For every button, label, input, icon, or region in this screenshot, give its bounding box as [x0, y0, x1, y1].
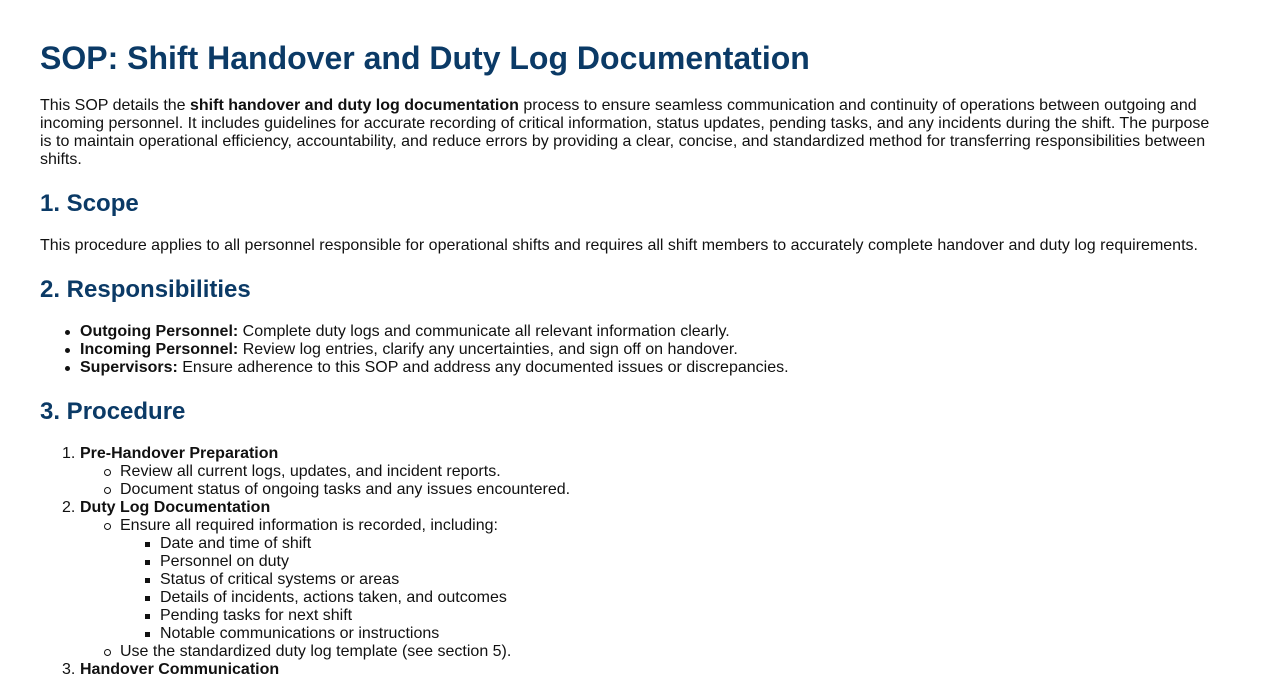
scope-heading: 1. Scope — [40, 190, 139, 217]
list-item: Details of incidents, actions taken, and outcomes — [40, 589, 570, 607]
step-title: Handover Communication — [80, 661, 280, 678]
list-item — [40, 323, 789, 341]
intro-text-rest: process to ensure seamless communication and continuity of operations between outgoing and — [518, 97, 1197, 114]
list-item: Personnel on duty — [40, 553, 570, 571]
list-item: Pending tasks for next shift — [40, 607, 570, 625]
list-item: Notable communications or instructions — [40, 625, 570, 643]
intro-line-2: incoming personnel. It includes guidelines for accurate recording of critical information, status updates, pending tasks, and any incidents during the shift. The purpose — [40, 115, 1210, 132]
intro-bold-phrase: shift handover and duty log documentation — [190, 97, 519, 114]
step-title: Pre-Handover Preparation — [80, 445, 279, 462]
procedure-step — [40, 445, 570, 463]
intro-line-1 — [40, 97, 1220, 115]
step-number: 1. — [62, 445, 76, 462]
role-label: Incoming Personnel: — [80, 341, 239, 358]
intro-text-start: This SOP details the — [40, 97, 190, 114]
responsibilities-heading: 2. Responsibilities — [40, 276, 251, 303]
list-item: Document status of ongoing tasks and any issues encountered. — [40, 481, 570, 499]
responsibilities-list — [40, 323, 789, 377]
list-item: Use the standardized duty log template (see section 5). — [40, 643, 570, 661]
page-title: SOP: Shift Handover and Duty Log Documentation — [40, 40, 810, 76]
role-description: Ensure adherence to this SOP and address any documented issues or discrepancies. — [177, 359, 789, 376]
role-label: Supervisors: — [80, 359, 178, 376]
procedure-step — [40, 499, 570, 517]
role-label: Outgoing Personnel: — [80, 323, 239, 340]
step-number: 2. — [62, 499, 76, 516]
intro-line-3: is to maintain operational efficiency, accountability, and reduce errors by providing a clear, concise, and standardized method for transferring responsibilities between — [40, 133, 1206, 150]
role-description: Complete duty logs and communicate all relevant information clearly. — [238, 323, 730, 340]
intro-paragraph — [40, 97, 1220, 169]
step-title: Duty Log Documentation — [80, 499, 271, 516]
list-item: Status of critical systems or areas — [40, 571, 570, 589]
list-item: Date and time of shift — [40, 535, 570, 553]
procedure-heading: 3. Procedure — [40, 398, 186, 425]
procedure-step — [40, 661, 570, 679]
step-number: 3. — [62, 661, 76, 678]
procedure-list — [40, 445, 570, 679]
scope-text: This procedure applies to all personnel responsible for operational shifts and requires all shift members to accurately complete handover and duty log requirements. — [40, 237, 1198, 254]
list-item: Review all current logs, updates, and incident reports. — [40, 463, 570, 481]
role-description: Review log entries, clarify any uncertainties, and sign off on handover. — [238, 341, 738, 358]
list-item: Ensure all required information is recorded, including: — [40, 517, 570, 535]
list-item — [40, 341, 789, 359]
intro-line-4: shifts. — [40, 151, 82, 168]
list-item — [40, 359, 789, 377]
